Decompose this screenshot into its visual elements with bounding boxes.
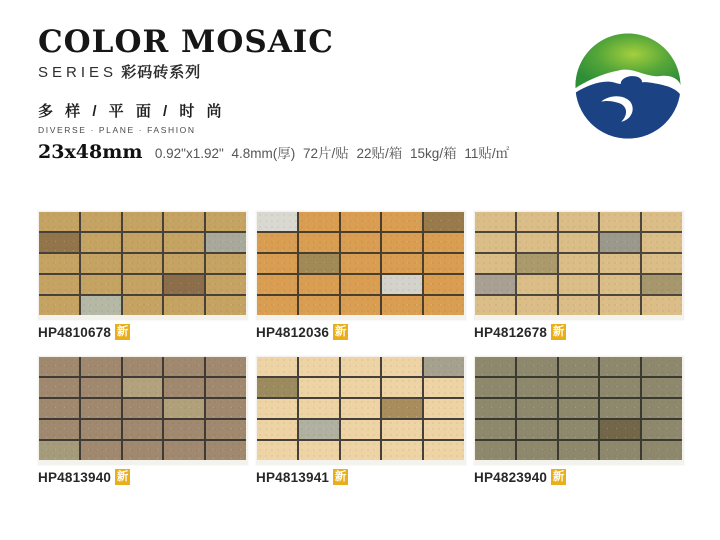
tile-mosaic-grid <box>39 357 246 460</box>
mosaic-brick <box>600 357 640 376</box>
mosaic-brick <box>559 212 599 231</box>
mosaic-brick <box>164 212 204 231</box>
page-header <box>38 26 538 135</box>
mosaic-brick <box>424 420 464 439</box>
mosaic-brick <box>206 399 246 418</box>
products-grid <box>38 211 684 486</box>
mosaic-brick <box>206 233 246 252</box>
mosaic-brick <box>475 233 515 252</box>
mosaic-brick <box>382 420 422 439</box>
mosaic-brick <box>164 275 204 294</box>
mosaic-brick <box>164 233 204 252</box>
mosaic-brick <box>382 254 422 273</box>
mosaic-brick <box>424 212 464 231</box>
mosaic-brick <box>206 212 246 231</box>
tile-swatch-photo <box>256 356 466 465</box>
mosaic-brick <box>257 212 297 231</box>
page-title: COLOR MOSAIC <box>38 24 334 60</box>
mosaic-brick <box>81 296 121 315</box>
mosaic-brick <box>164 399 204 418</box>
mosaic-brick <box>81 233 121 252</box>
mosaic-brick <box>206 296 246 315</box>
mosaic-brick <box>299 357 339 376</box>
mosaic-brick <box>123 420 163 439</box>
series-subtitle-en: SERIES <box>38 63 118 81</box>
mosaic-brick <box>123 399 163 418</box>
mosaic-brick <box>341 420 381 439</box>
product-code: HP4812036 <box>256 324 330 340</box>
mosaic-brick <box>299 420 339 439</box>
mosaic-brick <box>424 399 464 418</box>
product-code: HP4813941 <box>256 469 330 485</box>
mosaic-brick <box>206 357 246 376</box>
mosaic-brick <box>559 275 599 294</box>
mosaic-brick <box>81 212 121 231</box>
mosaic-brick <box>257 420 297 439</box>
mosaic-brick <box>600 441 640 460</box>
mosaic-brick <box>39 399 79 418</box>
mosaic-brick <box>424 254 464 273</box>
mosaic-brick <box>164 420 204 439</box>
tile-swatch-photo <box>38 356 248 465</box>
mosaic-brick <box>600 254 640 273</box>
mosaic-brick <box>642 420 682 439</box>
mosaic-brick <box>517 254 557 273</box>
mosaic-brick <box>341 378 381 397</box>
mosaic-brick <box>299 441 339 460</box>
mosaic-brick <box>424 441 464 460</box>
mosaic-brick <box>123 441 163 460</box>
mosaic-brick <box>642 233 682 252</box>
mosaic-brick <box>257 233 297 252</box>
mosaic-brick <box>382 441 422 460</box>
mosaic-brick <box>123 378 163 397</box>
mosaic-brick <box>81 399 121 418</box>
mosaic-brick <box>600 296 640 315</box>
mosaic-brick <box>164 378 204 397</box>
product-card <box>38 356 248 486</box>
mosaic-brick <box>206 378 246 397</box>
brand-logo-icon <box>572 30 684 142</box>
tile-swatch-photo <box>256 211 466 320</box>
mosaic-brick <box>164 357 204 376</box>
mosaic-brick <box>517 212 557 231</box>
tile-mosaic-grid <box>257 357 464 460</box>
mosaic-brick <box>382 233 422 252</box>
product-label-row <box>474 468 684 486</box>
tagline-chinese: 多 样 / 平 面 / 时 尚 <box>38 102 226 120</box>
mosaic-brick <box>642 212 682 231</box>
mosaic-brick <box>257 357 297 376</box>
brand-logo <box>572 30 684 142</box>
mosaic-brick <box>475 441 515 460</box>
mosaic-brick <box>123 275 163 294</box>
product-label-row <box>256 323 466 341</box>
mosaic-brick <box>123 212 163 231</box>
mosaic-brick <box>341 254 381 273</box>
new-badge: 新 <box>552 471 565 483</box>
mosaic-brick <box>517 296 557 315</box>
mosaic-brick <box>299 254 339 273</box>
mosaic-brick <box>559 357 599 376</box>
mosaic-brick <box>424 357 464 376</box>
mosaic-brick <box>600 420 640 439</box>
mosaic-brick <box>257 296 297 315</box>
mosaic-brick <box>206 254 246 273</box>
mosaic-brick <box>642 296 682 315</box>
mosaic-brick <box>642 378 682 397</box>
mosaic-brick <box>559 378 599 397</box>
mosaic-brick <box>299 275 339 294</box>
mosaic-brick <box>517 275 557 294</box>
mosaic-brick <box>642 275 682 294</box>
mosaic-brick <box>517 378 557 397</box>
product-code: HP4810678 <box>38 324 112 340</box>
mosaic-brick <box>642 357 682 376</box>
mosaic-brick <box>341 212 381 231</box>
product-card <box>474 356 684 486</box>
mosaic-brick <box>600 212 640 231</box>
tile-swatch-photo <box>474 356 684 465</box>
mosaic-brick <box>517 420 557 439</box>
mosaic-brick <box>39 378 79 397</box>
mosaic-brick <box>559 296 599 315</box>
new-badge: 新 <box>552 326 565 338</box>
mosaic-brick <box>475 378 515 397</box>
product-label-row <box>38 468 248 486</box>
mosaic-brick <box>39 296 79 315</box>
mosaic-brick <box>424 296 464 315</box>
mosaic-brick <box>341 441 381 460</box>
mosaic-brick <box>206 420 246 439</box>
mosaic-brick <box>123 296 163 315</box>
mosaic-brick <box>39 441 79 460</box>
mosaic-brick <box>559 233 599 252</box>
mosaic-brick <box>475 420 515 439</box>
mosaic-brick <box>424 378 464 397</box>
new-badge: 新 <box>334 326 347 338</box>
product-card <box>256 356 466 486</box>
mosaic-brick <box>475 212 515 231</box>
mosaic-brick <box>600 233 640 252</box>
mosaic-brick <box>475 357 515 376</box>
product-card <box>256 211 466 341</box>
series-subtitle <box>38 61 538 82</box>
mosaic-brick <box>517 357 557 376</box>
mosaic-brick <box>642 441 682 460</box>
mosaic-brick <box>123 233 163 252</box>
mosaic-brick <box>382 296 422 315</box>
mosaic-brick <box>341 275 381 294</box>
tile-mosaic-grid <box>257 212 464 315</box>
mosaic-brick <box>39 420 79 439</box>
product-label-row <box>256 468 466 486</box>
mosaic-brick <box>559 420 599 439</box>
mosaic-brick <box>257 441 297 460</box>
mosaic-brick <box>206 441 246 460</box>
series-subtitle-cn: 彩码砖系列 <box>121 63 202 81</box>
new-badge: 新 <box>334 471 347 483</box>
new-badge: 新 <box>116 326 129 338</box>
mosaic-brick <box>517 399 557 418</box>
mosaic-brick <box>559 441 599 460</box>
mosaic-brick <box>341 399 381 418</box>
product-label-row <box>38 323 248 341</box>
tile-size: 23x48mm <box>38 141 143 163</box>
mosaic-brick <box>81 420 121 439</box>
mosaic-brick <box>382 378 422 397</box>
mosaic-brick <box>341 296 381 315</box>
product-code: HP4823940 <box>474 469 548 485</box>
spec-line <box>38 141 509 163</box>
mosaic-brick <box>257 275 297 294</box>
product-code: HP4812678 <box>474 324 548 340</box>
tile-swatch-photo <box>474 211 684 320</box>
mosaic-brick <box>164 441 204 460</box>
mosaic-brick <box>81 378 121 397</box>
mosaic-brick <box>39 357 79 376</box>
tagline-english: DIVERSE · PLANE · FASHION <box>38 124 196 135</box>
mosaic-brick <box>517 441 557 460</box>
mosaic-brick <box>257 378 297 397</box>
mosaic-brick <box>475 254 515 273</box>
mosaic-brick <box>559 399 599 418</box>
new-badge: 新 <box>116 471 129 483</box>
mosaic-brick <box>600 275 640 294</box>
mosaic-brick <box>475 275 515 294</box>
mosaic-brick <box>424 233 464 252</box>
mosaic-brick <box>81 441 121 460</box>
mosaic-brick <box>206 275 246 294</box>
mosaic-brick <box>600 378 640 397</box>
mosaic-brick <box>642 254 682 273</box>
mosaic-brick <box>559 254 599 273</box>
mosaic-brick <box>475 399 515 418</box>
mosaic-brick <box>341 233 381 252</box>
mosaic-brick <box>642 399 682 418</box>
tile-swatch-photo <box>38 211 248 320</box>
mosaic-brick <box>39 254 79 273</box>
mosaic-brick <box>164 254 204 273</box>
mosaic-brick <box>382 357 422 376</box>
mosaic-brick <box>81 357 121 376</box>
mosaic-brick <box>299 212 339 231</box>
mosaic-brick <box>382 399 422 418</box>
tile-mosaic-grid <box>475 357 682 460</box>
mosaic-brick <box>39 212 79 231</box>
product-card <box>474 211 684 341</box>
mosaic-brick <box>39 275 79 294</box>
mosaic-brick <box>517 233 557 252</box>
mosaic-brick <box>39 233 79 252</box>
product-code: HP4813940 <box>38 469 112 485</box>
mosaic-brick <box>299 378 339 397</box>
mosaic-brick <box>299 399 339 418</box>
mosaic-brick <box>299 296 339 315</box>
product-card <box>38 211 248 341</box>
mosaic-brick <box>382 275 422 294</box>
mosaic-brick <box>123 254 163 273</box>
mosaic-brick <box>475 296 515 315</box>
mosaic-brick <box>81 275 121 294</box>
mosaic-brick <box>382 212 422 231</box>
mosaic-brick <box>81 254 121 273</box>
product-label-row <box>474 323 684 341</box>
tile-mosaic-grid <box>475 212 682 315</box>
mosaic-brick <box>257 254 297 273</box>
mosaic-brick <box>424 275 464 294</box>
mosaic-brick <box>341 357 381 376</box>
mosaic-brick <box>123 357 163 376</box>
tile-spec-details: 0.92"x1.92" 4.8mm(厚) 72片/贴 22贴/箱 15kg/箱 11贴/㎡ <box>154 146 510 161</box>
mosaic-brick <box>600 399 640 418</box>
mosaic-brick <box>299 233 339 252</box>
mosaic-brick <box>257 399 297 418</box>
mosaic-brick <box>164 296 204 315</box>
tile-mosaic-grid <box>39 212 246 315</box>
